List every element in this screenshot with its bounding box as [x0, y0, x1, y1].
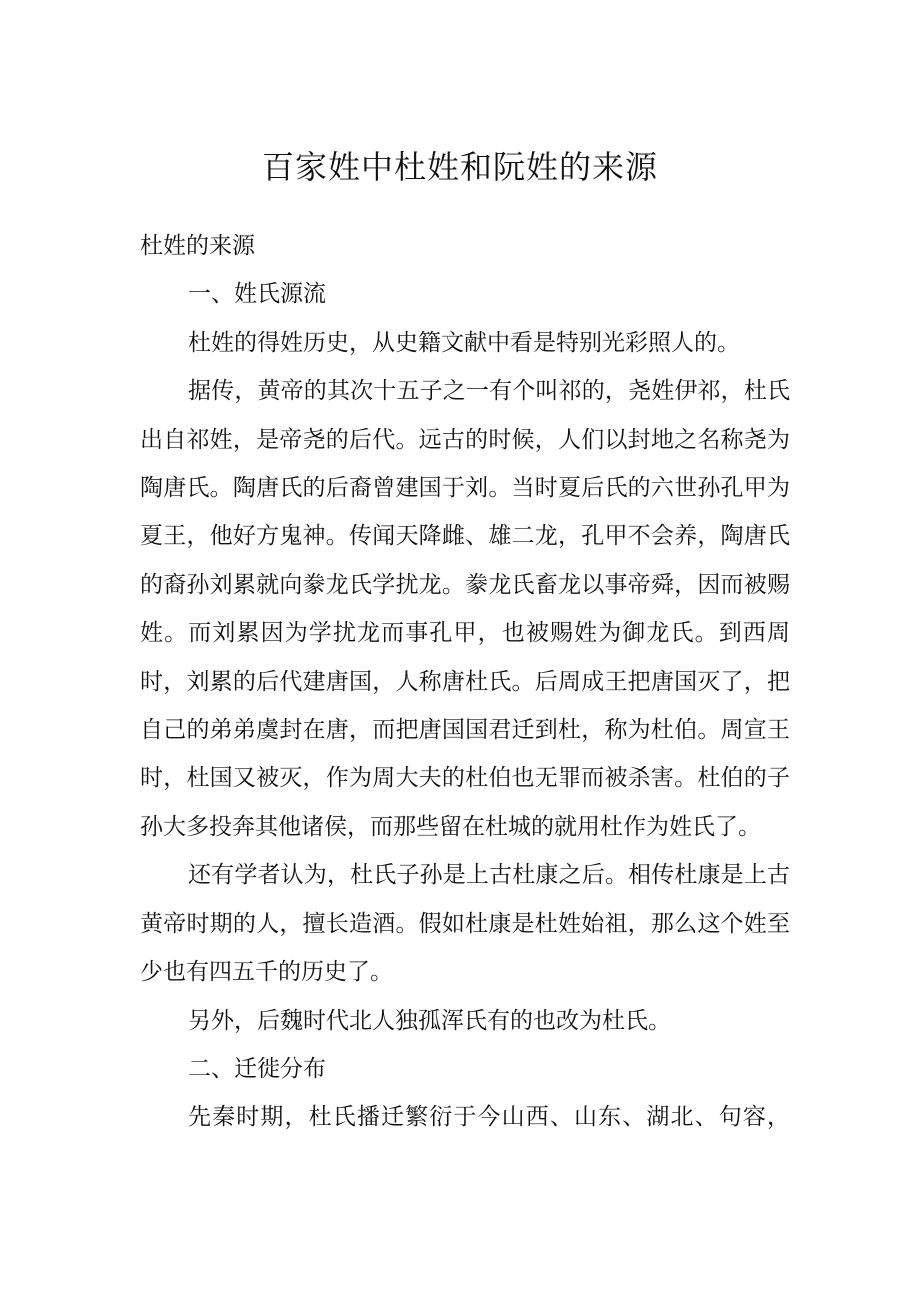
- section-title: 杜姓的来源: [140, 233, 255, 259]
- subsection-heading: 二、迁徙分布: [188, 1055, 326, 1082]
- body-paragraph: 据传，黄帝的其次十五子之一有个叫祁的，尧姓伊祁，杜氏出自祁姓，是帝尧的后代。远古的时候，人们以封地之名称尧为陶唐氏。陶唐氏的后裔曾建国于刘。当时夏后氏的六世孙孔甲为夏王，他好方鬼神。传闻天降雌、雄二龙，孔甲不会养，陶唐氏的裔孙刘累就向豢龙氏学扰龙。豢龙氏畜龙以事帝舜，因而被赐姓。而刘累因为学扰龙而事孔甲，也被赐姓为御龙氏。到西周时，刘累的后代建唐国，人称唐杜氏。后周成王把唐国灭了，把自己的弟弟虞封在唐，而把唐国国君迁到杜，称为杜伯。周宣王时，杜国又被灭，作为周大夫的杜伯也无罪而被杀害。杜伯的子孙大多投奔其他诸侯，而那些留在杜城的就用杜作为姓氏了。: [140, 378, 790, 840]
- document-title: 百家姓中杜姓和阮姓的来源: [261, 148, 658, 186]
- document-body: [140, 222, 790, 1142]
- subsection-heading: 一、姓氏源流: [188, 281, 326, 308]
- body-paragraph: 先秦时期，杜氏播迁繁衍于今山西、山东、湖北、句容，: [188, 1104, 790, 1131]
- body-paragraph: 还有学者认为，杜氏子孙是上古杜康之后。相传杜康是上古黄帝时期的人，擅长造酒。假如杜康是杜姓始祖，那么这个姓至少也有四五千的历史了。: [140, 862, 790, 986]
- body-paragraph: 杜姓的得姓历史，从史籍文献中看是特别光彩照人的。: [188, 329, 740, 356]
- body-paragraph: 另外，后魏时代北人独孤浑氏有的也改为杜氏。: [188, 1007, 671, 1034]
